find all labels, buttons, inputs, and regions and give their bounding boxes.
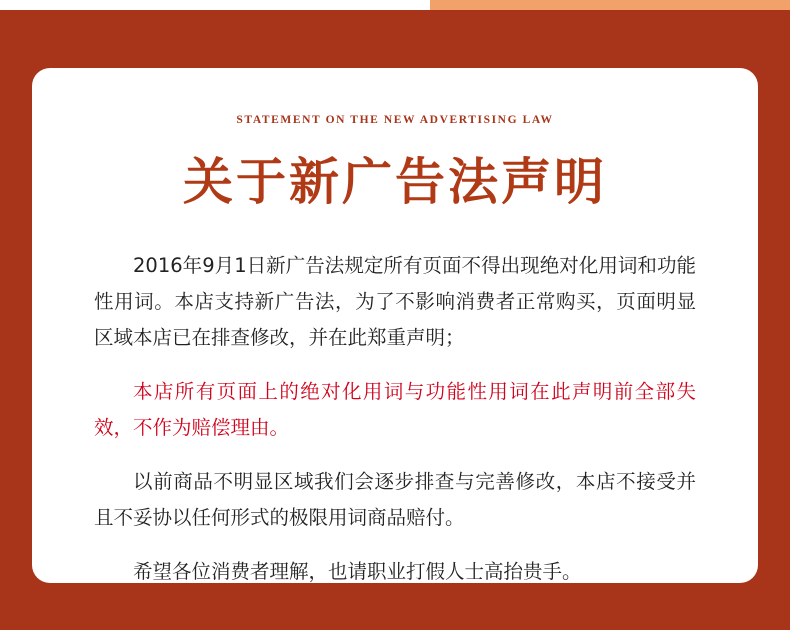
statement-paragraph: 2016年9月1日新广告法规定所有页面不得出现绝对化用词和功能性用词。本店支持新广告法，为了不影响消费者正常购买，页面明显区域本店已在排查修改，并在此郑重声明； — [94, 254, 696, 349]
bottom-strip — [0, 630, 790, 640]
page-title: 关于新广告法声明 — [183, 153, 607, 211]
statement-paragraph: 以前商品不明显区域我们会逐步排查与完善修改，本店不接受并且不妥协以任何形式的极限用词商品赔付。 — [94, 470, 696, 529]
statement-paragraph: 希望各位消费者理解，也请职业打假人士高抬贵手。 — [133, 560, 582, 583]
top-strip-left — [0, 0, 430, 10]
statement-body — [94, 248, 696, 590]
statement-paragraph-highlight: 本店所有页面上的绝对化用词与功能性用词在此声明前全部失效，不作为赔偿理由。 — [94, 380, 696, 439]
top-strip-right-accent — [430, 0, 790, 10]
red-background-panel — [0, 10, 790, 630]
statement-eyebrow: STATEMENT ON THE NEW ADVERTISING LAW — [236, 114, 554, 126]
statement-card — [32, 68, 758, 583]
